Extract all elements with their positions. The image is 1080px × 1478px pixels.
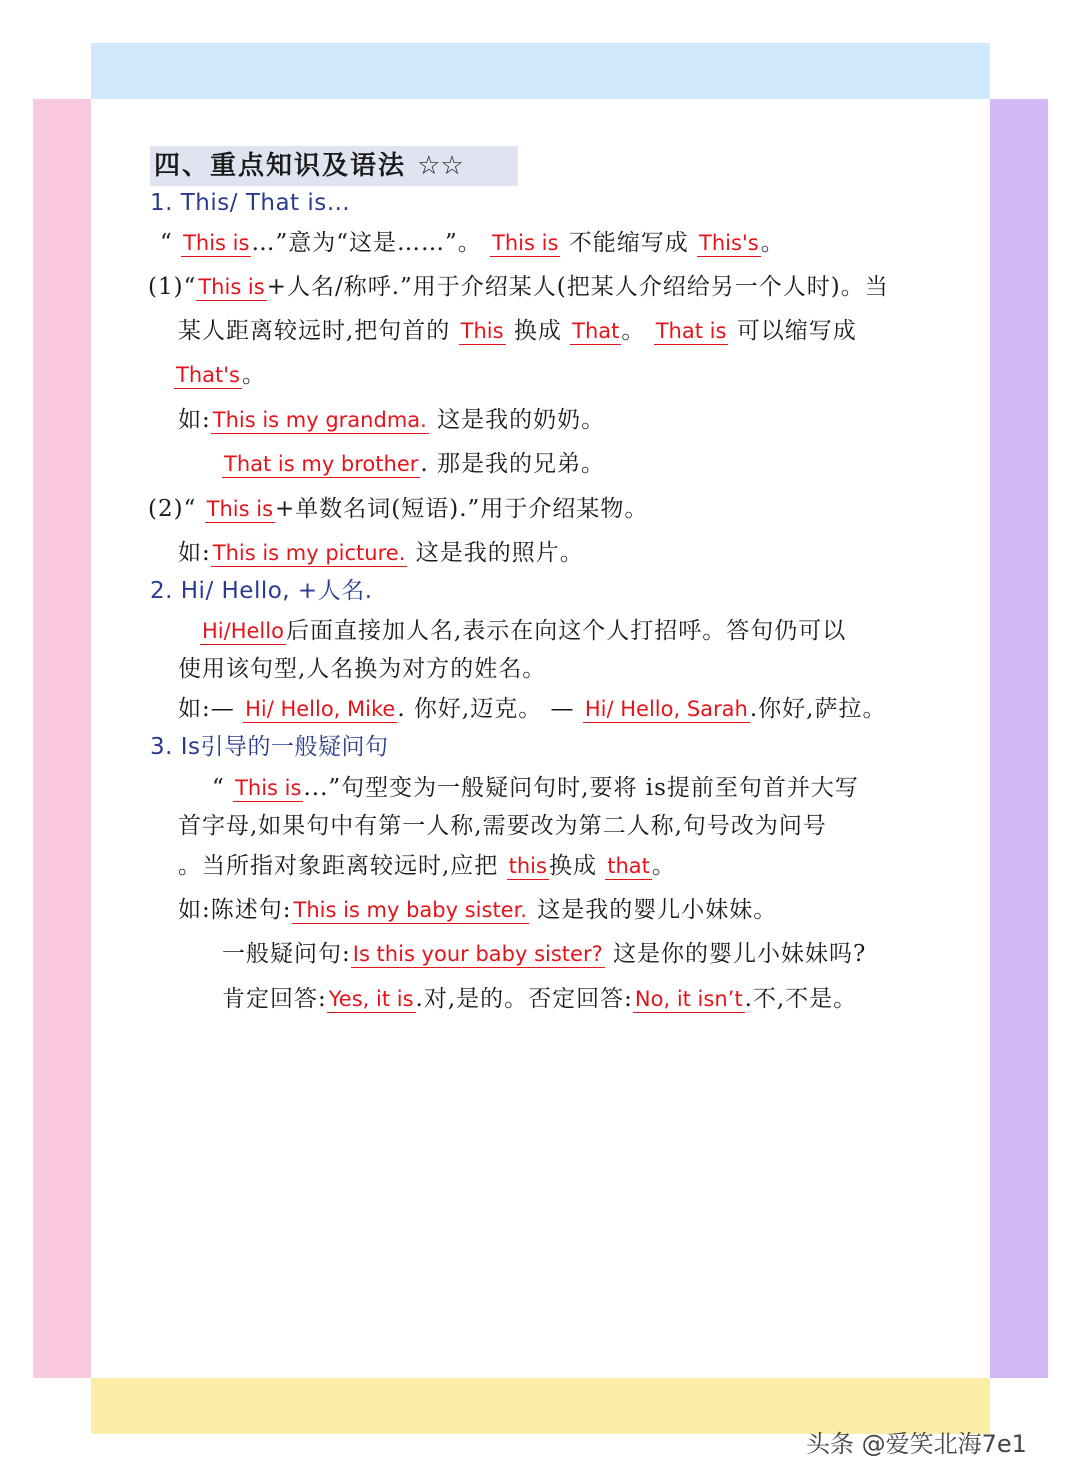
section1-example1 — [178, 403, 605, 437]
answer-blank: That's — [176, 363, 240, 387]
text: 如: — [178, 407, 211, 433]
answer-blank: Hi/ Hello, Sarah — [584, 697, 748, 721]
answer-blank: No, it isn’t — [634, 987, 743, 1011]
text: 后面直接加人名,表示在向这个人打招呼。答句仍可以 — [285, 618, 847, 644]
text: 。 — [651, 853, 676, 879]
text: .不,不是。 — [744, 986, 858, 1012]
section2-example — [178, 692, 886, 726]
answer-blank: This is — [492, 231, 559, 255]
text: …”意为“这是……”。 — [251, 230, 482, 256]
text: 某人距离较远时,把句首的 — [178, 318, 451, 344]
section3-example1 — [178, 893, 777, 927]
answer-blank: This's — [699, 231, 759, 255]
text: 一般疑问句: — [222, 941, 351, 967]
text: “ — [212, 775, 225, 801]
section3-example2 — [222, 937, 866, 971]
right-color-band — [990, 99, 1048, 1378]
section1-line2 — [148, 270, 889, 304]
section1-example3 — [178, 536, 584, 570]
section3-line3 — [178, 849, 676, 883]
text: 换成 — [548, 853, 597, 879]
answer-blank: This is — [183, 231, 250, 255]
text: +单数名词(短语).”用于介绍某物。 — [275, 496, 649, 522]
text: 。 — [621, 318, 646, 344]
text: 不能缩写成 — [568, 230, 689, 256]
text: 这是你的婴儿小妹妹吗? — [613, 941, 867, 967]
section3-example3 — [222, 982, 857, 1016]
text: 这是我的婴儿小妹妹。 — [537, 897, 778, 923]
text: ...”句型变为一般疑问句时,要将 is提前至句首并大写 — [303, 775, 859, 801]
section2-line2 — [178, 652, 546, 686]
watermark: 头条 @爱笑北海7e1 — [806, 1430, 1027, 1458]
text: 。当所指对象距离较远时,应把 — [178, 853, 499, 879]
answer-blank: Hi/Hello — [202, 619, 284, 643]
text: (1)“ — [148, 274, 197, 300]
top-color-band — [91, 43, 990, 99]
text: 肯定回答: — [222, 986, 327, 1012]
answer-blank: That is — [655, 319, 727, 343]
answer-blank: That is my brother — [224, 452, 419, 476]
star-rating-icon: ☆☆ — [417, 151, 464, 181]
answer-blank: Is this your baby sister? — [352, 942, 603, 966]
text: 首字母,如果句中有第一人称,需要改为第二人称,句号改为问号 — [178, 813, 827, 839]
text: 。 — [241, 362, 266, 388]
text: 这是我的奶奶。 — [437, 407, 606, 433]
text: 使用该句型,人名换为对方的姓名。 — [178, 656, 547, 682]
answer-blank: This is — [206, 497, 274, 521]
text: . 那是我的兄弟。 — [420, 451, 605, 477]
text: 如:— — [178, 696, 235, 722]
left-color-band — [33, 99, 91, 1378]
text: 可以缩写成 — [736, 318, 857, 344]
text: 换成 — [513, 318, 562, 344]
text: (2)“ — [148, 496, 197, 522]
answer-blank: This is — [235, 776, 302, 800]
text: 如:陈述句: — [178, 897, 292, 923]
answer-blank: Yes, it is — [328, 987, 414, 1011]
section3-line1 — [212, 771, 859, 805]
text: 这是我的照片。 — [415, 540, 584, 566]
text: 如: — [178, 540, 211, 566]
answer-blank: This is my grandma. — [212, 408, 427, 432]
answer-blank: Hi/ Hello, Mike — [245, 697, 396, 721]
section1-title: 1. This/ That is… — [150, 190, 351, 216]
text: 。 — [760, 230, 785, 256]
section-heading — [150, 146, 518, 186]
text: +人名/称呼.”用于介绍某人(把某人介绍给另一个人时)。当 — [266, 274, 889, 300]
section3-title: 3. Is引导的一般疑问句 — [150, 734, 389, 760]
answer-blank: this — [508, 854, 547, 878]
heading-title: 四、重点知识及语法 — [154, 151, 407, 181]
answer-blank: This is my picture. — [212, 541, 406, 565]
section2-title: 2. Hi/ Hello, +人名. — [150, 578, 373, 604]
text: .对,是的。否定回答: — [415, 986, 633, 1012]
section1-example2 — [222, 447, 605, 481]
section1-line1 — [160, 226, 785, 260]
section1-line7 — [148, 492, 648, 526]
text: .你好,萨拉。 — [749, 696, 887, 722]
section1-line3 — [178, 314, 857, 348]
answer-blank: that — [607, 854, 650, 878]
answer-blank: This — [460, 319, 504, 343]
section3-line2 — [178, 809, 827, 843]
section1-line4 — [174, 358, 266, 392]
section2-line1 — [200, 614, 846, 648]
answer-blank: That — [572, 319, 620, 343]
text: “ — [160, 230, 173, 256]
text: . 你好,迈克。 — — [397, 696, 575, 722]
answer-blank: This is my baby sister. — [293, 898, 527, 922]
answer-blank: This is — [198, 275, 265, 299]
